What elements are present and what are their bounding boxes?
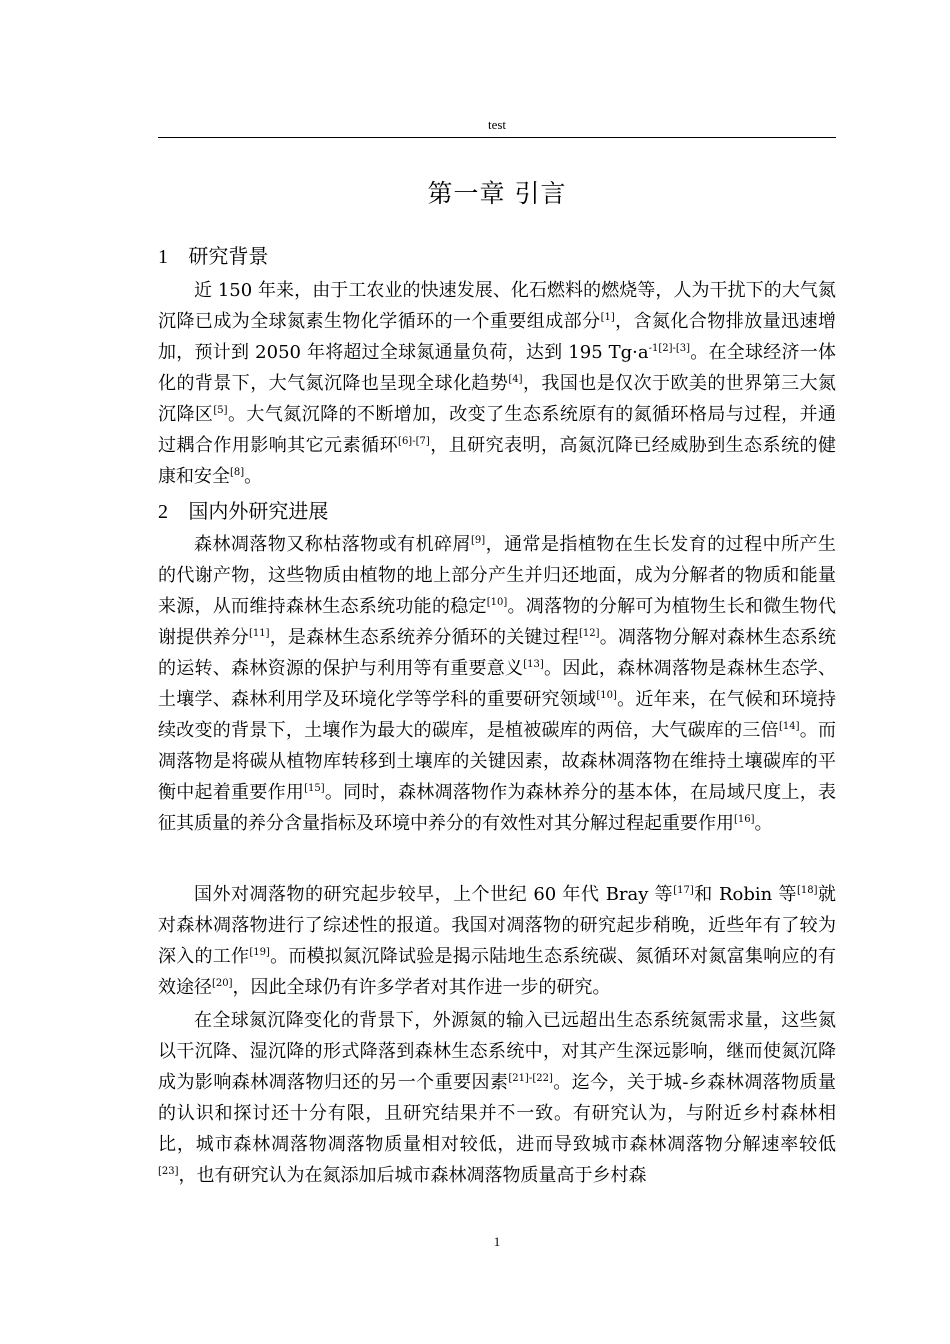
citation-ref: [19] xyxy=(249,947,270,958)
citation-ref: [1] xyxy=(600,312,615,323)
citation-ref: [21]-[22] xyxy=(508,1073,553,1084)
citation-ref: [4] xyxy=(508,374,523,385)
body-text: ，也有研究认为在氮添加后城市森林凋落物质量高于乡村森 xyxy=(178,1165,647,1186)
header-rule xyxy=(158,137,836,138)
body-text: 。因此，森林凋落物是森林生态学、土壤学、森林利用学及环境化学等学科的重要研究领域 xyxy=(158,658,837,710)
body-text: 。 xyxy=(244,466,263,487)
citation-ref: [5] xyxy=(213,405,228,416)
citation-ref: [12] xyxy=(578,628,600,639)
citation-ref: [9] xyxy=(470,535,486,546)
body-text: 。凋落物分解对森林生态系统的运转、森林资源的保护与利用等有重要意义 xyxy=(158,627,837,679)
running-header: test xyxy=(487,117,507,132)
citation-ref: [10] xyxy=(596,690,617,701)
body-text: 森林凋落物又称枯落物或有机碎屑 xyxy=(194,534,471,555)
body-text: 。同时，森林凋落物作为森林养分的基本体，在局域尺度上，表征其质量的养分含量指标及环境中养分的有效性对其分解过程起重要作用 xyxy=(158,782,837,834)
body-text: 。 xyxy=(754,813,773,834)
citation-ref: [8] xyxy=(230,467,245,478)
body-text: 。而凋落物是将碳从植物库转移到土壤库的关键因素，故森林凋落物在维持土壤碳库的平衡中起着重要作用 xyxy=(158,720,837,803)
paragraph xyxy=(158,1005,836,1191)
body-text: ，含氮化合物排放量迅速增加，预计到 2050 年将超过全球氮通量负荷，达到 195 Tg·a xyxy=(158,311,837,363)
citation-ref: -1[2]-[3] xyxy=(648,343,691,354)
citation-ref: [20] xyxy=(212,978,233,989)
section-number: 2 xyxy=(158,501,168,523)
paragraph xyxy=(158,275,836,492)
citation-ref: [15] xyxy=(304,783,325,794)
citation-ref: [14] xyxy=(778,721,800,732)
section-title: 国内外研究进展 xyxy=(188,499,329,523)
citation-ref: [10] xyxy=(486,597,508,608)
body-text: ，且研究表明，高氮沉降已经威胁到生态系统的健康和安全 xyxy=(158,435,836,487)
body-text: 就对森林凋落物进行了综述性的报道。我国对凋落物的研究起步稍晚，近些年有了较为深入的工作 xyxy=(158,884,837,967)
citation-ref: [16] xyxy=(734,814,755,825)
body-text: 。迄今，关于城-乡森林凋落物质量的认识和探讨还十分有限，且研究结果并不一致。有研究认为，与附近乡村森林相比，城市森林凋落物凋落物质量相对较低，进而导致城市森林凋落物分解速率较低 xyxy=(158,1072,836,1155)
body-text: ，我国也是仅次于欧美的世界第三大氮沉降区 xyxy=(158,373,837,425)
citation-ref: [6]-[7] xyxy=(398,436,430,447)
citation-ref: [11] xyxy=(248,628,270,639)
body-text: 。大气氮沉降的不断增加，改变了生态系统原有的氮循环格局与过程，并通过耦合作用影响其它元素循环 xyxy=(158,404,837,456)
body-text: 和 Robin 等 xyxy=(693,884,797,905)
chapter-title: 第一章 引言 xyxy=(427,179,567,208)
body-text: 国外对凋落物的研究起步较早，上个世纪 60 年代 Bray 等 xyxy=(194,884,674,905)
body-text: 。而模拟氮沉降试验是揭示陆地生态系统碳、氮循环对氮富集响应的有效途径 xyxy=(158,946,837,998)
body-text: 。近年来，在气候和环境持续改变的背景下，土壤作为最大的碳库，是植被碳库的两倍，大气碳库的三倍 xyxy=(158,689,836,741)
body-text: ，因此全球仍有许多学者对其作进一步的研究。 xyxy=(232,977,611,998)
section-heading-2 xyxy=(158,497,328,526)
paragraph xyxy=(158,879,836,1003)
citation-ref: [13] xyxy=(523,659,544,670)
citation-ref: [17] xyxy=(673,885,694,896)
citation-ref: [23] xyxy=(158,1166,179,1177)
body-text: ，是森林生态系统养分循环的关键过程 xyxy=(269,627,579,648)
citation-ref: [18] xyxy=(796,885,818,896)
paragraph xyxy=(158,529,836,839)
body-text: 近 150 年来，由于工农业的快速发展、化石燃料的燃烧等，人为干扰下的大气氮沉降已成为全球氮素生物化学循环的一个重要组成部分 xyxy=(158,280,836,332)
body-text: ，通常是指植物在生长发育的过程中所产生的代谢产物，这些物质由植物的地上部分产生并归还地面，成为分解者的物质和能量来源，从而维持森林生态系统功能的稳定 xyxy=(158,534,836,617)
body-text: 。在全球经济一体化的背景下，大气氮沉降也呈现全球化趋势 xyxy=(158,342,837,394)
section-number: 1 xyxy=(158,246,168,268)
page-number: 1 xyxy=(493,1234,501,1249)
body-text: 在全球氮沉降变化的背景下，外源氮的输入已远超出生态系统氮需求量，这些氮以干沉降、湿沉降的形式降落到森林生态系统中，对其产生深远影响，继而使氮沉降成为影响森林凋落物归还的另一个重要因素 xyxy=(158,1010,836,1093)
section-heading-1 xyxy=(158,242,268,271)
section-title: 研究背景 xyxy=(188,244,269,268)
body-text: 。凋落物的分解可为植物生长和微生物代谢提供养分 xyxy=(158,596,836,648)
